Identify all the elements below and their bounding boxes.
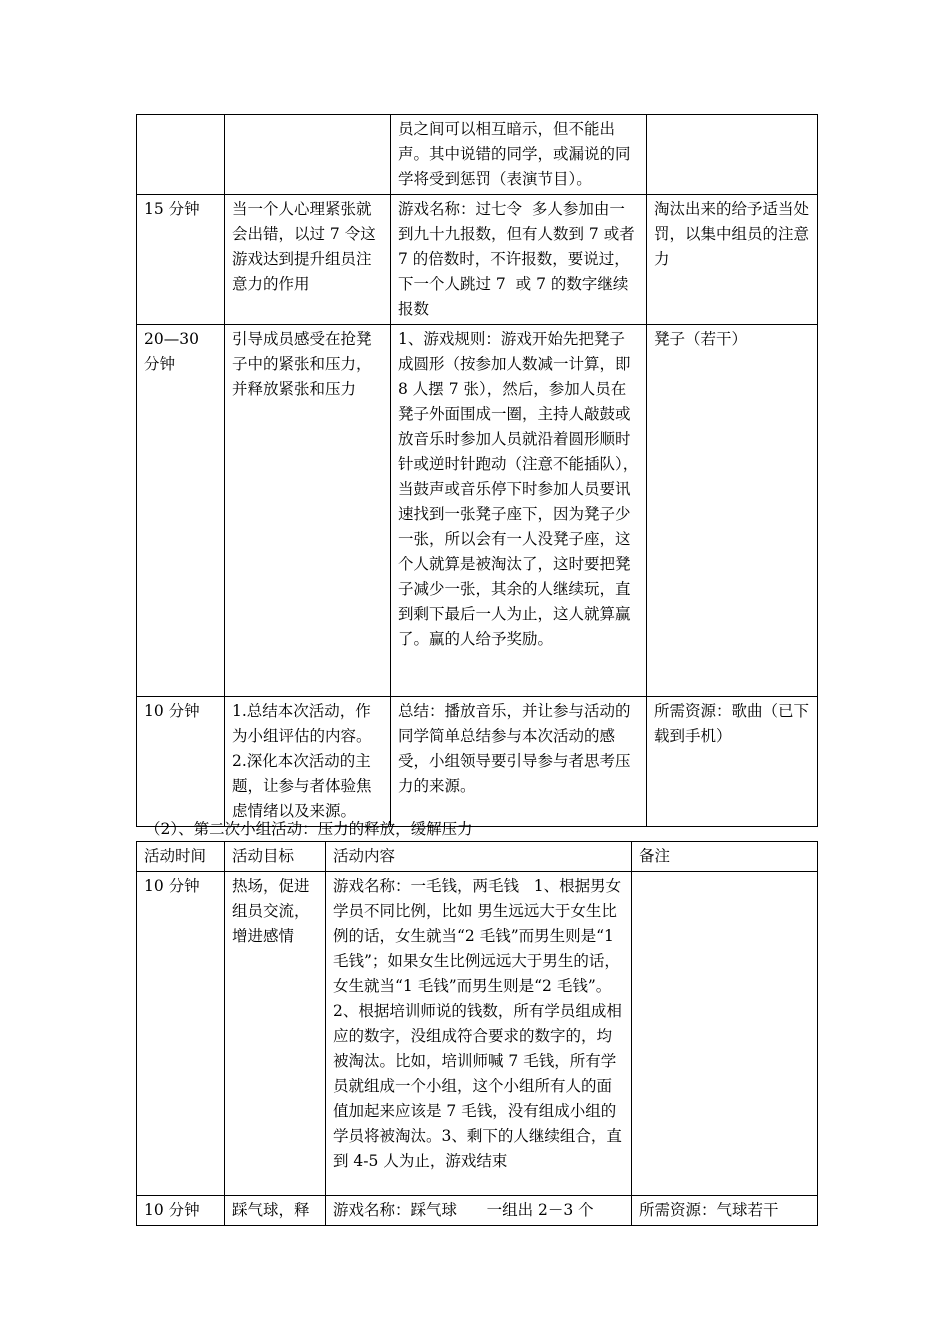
table-row [137,115,818,195]
header-time: 活动时间 [137,842,225,872]
cell-note: 所需资源：气球若干 [632,1196,818,1226]
cell-content: 总结：播放音乐，并让参与活动的同学简单总结参与本次活动的感受，小组领导要引导参与者思考压力的来源。 [391,697,647,827]
cell-note [632,872,818,1196]
activity-table-1 [136,114,818,827]
cell-time: 10 分钟 [137,697,225,827]
cell-goal: 热场，促进组员交流，增进感情 [225,872,326,1196]
cell-time: 10 分钟 [137,1196,225,1226]
cell-note: 淘汰出来的给予适当处罚，以集中组员的注意力 [647,195,818,325]
table-row [137,1196,818,1226]
table-row [137,872,818,1196]
cell-note: 凳子（若干） [647,325,818,697]
header-note: 备注 [632,842,818,872]
activity-table-2 [136,841,818,1226]
header-content: 活动内容 [326,842,632,872]
cell-goal [225,115,391,195]
table-row [137,195,818,325]
table-row [137,697,818,827]
cell-time: 10 分钟 [137,872,225,1196]
cell-goal: 1.总结本次活动，作为小组评估的内容。2.深化本次活动的主题，让参与者体验焦虑情绪以及来源。 [225,697,391,827]
header-goal: 活动目标 [225,842,326,872]
cell-content: 游戏名称：一毛钱，两毛钱 1、根据男女学员不同比例，比如 男生远远大于女生比例的话，女生就当“2 毛钱”而男生则是“1 毛钱”；如果女生比例远远大于男生的话，女生就当“1 毛钱”而男生则是“2 毛钱”。2、根据培训师说的钱数，所有学员组成相应的数字，没组成符合要求的数字的，均 被淘汰。比如，培训师喊 7 毛钱，所有学员就组成一个小组，这个小组所有人的面值加起来应该是 7 毛钱，没有组成小组的学员将被淘汰。3、剩下的人继续组合，直到 4-5 人为止，游戏结束 [326,872,632,1196]
table-row [137,325,818,697]
section-caption: （2）、第二次小组活动：压力的释放，缓解压力 [145,820,473,838]
cell-time: 20—30 分钟 [137,325,225,697]
cell-time: 15 分钟 [137,195,225,325]
cell-time [137,115,225,195]
cell-content: 1、游戏规则：游戏开始先把凳子成圆形（按参加人数减一计算，即 8 人摆 7 张），然后，参加人员在凳子外面围成一圈，主持人敲鼓或放音乐时参加人员就沿着圆形顺时针或逆时针跑动（注意不能插队），当鼓声或音乐停下时参加人员要讯速找到一张凳子座下，因为凳子少一张，所以会有一人没凳子座，这个人就算是被淘汰了，这时要把凳子减少一张，其余的人继续玩，直到剩下最后一人为止，这人就算赢了。赢的人给予奖励。 [391,325,647,697]
cell-note: 所需资源：歌曲（已下载到手机） [647,697,818,827]
table-header-row [137,842,818,872]
cell-goal: 引导成员感受在抢凳子中的紧张和压力，并释放紧张和压力 [225,325,391,697]
cell-content: 游戏名称：踩气球 一组出 2－3 个 [326,1196,632,1226]
cell-content: 员之间可以相互暗示，但不能出声。其中说错的同学，或漏说的同学将受到惩罚（表演节目）。 [391,115,647,195]
cell-content: 游戏名称：过七令 多人参加由一到九十九报数，但有人数到 7 或者 7 的倍数时，不许报数，要说过，下一个人跳过 7 或 7 的数字继续报数 [391,195,647,325]
cell-note [647,115,818,195]
cell-goal: 当一个人心理紧张就会出错，以过 7 令这游戏达到提升组员注意力的作用 [225,195,391,325]
cell-goal: 踩气球，释 [225,1196,326,1226]
